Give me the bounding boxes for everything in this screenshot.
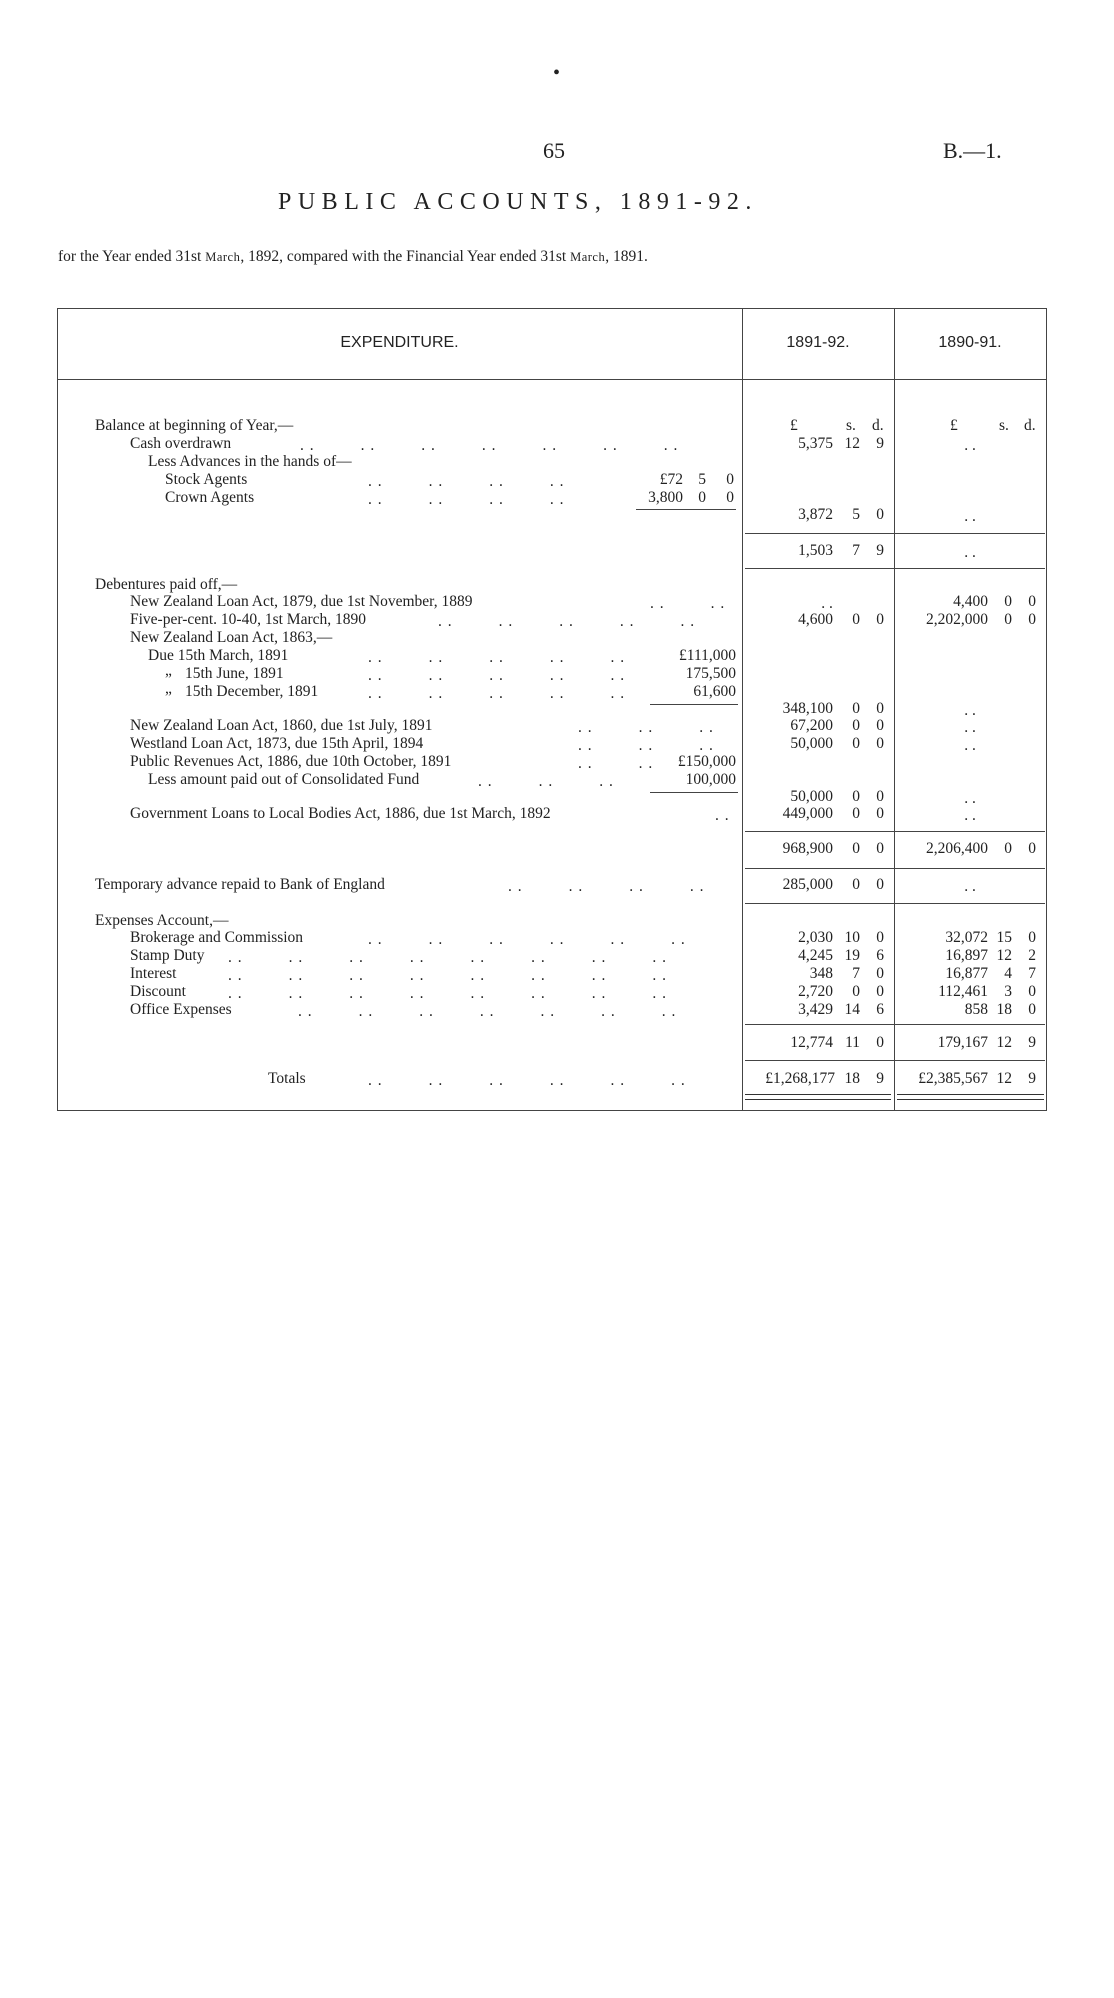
leader-dot: . . <box>610 931 626 948</box>
totals-d: 9 <box>876 1070 884 1087</box>
expense-prev-d: 2 <box>1028 947 1036 964</box>
leader-dot: . . <box>489 473 504 490</box>
balance-rule <box>745 533 1045 534</box>
leader-dot: . . <box>542 437 558 454</box>
public-revenues-label: Public Revenues Act, 1886, due 10th October, 1891 <box>130 753 452 770</box>
expense-prev-d: 7 <box>1028 965 1036 982</box>
nz-1863-total-pounds: 348,100 <box>782 700 833 717</box>
nz-1879-prev-d: 0 <box>1028 593 1036 610</box>
leader-dot: . . <box>300 437 315 454</box>
leader-dot: . . <box>531 967 546 984</box>
due-march-amount: £111,000 <box>679 647 736 664</box>
leader-dots <box>368 667 625 685</box>
leader-dot: . . <box>288 949 304 966</box>
expense-d: 6 <box>876 947 884 964</box>
expenses-total-s: 11 <box>845 1034 860 1051</box>
debentures-total-prev-d: 0 <box>1028 840 1036 857</box>
leader-dot: . . <box>368 649 383 666</box>
totals-s: 18 <box>844 1070 860 1087</box>
balance-net-rule <box>745 568 1045 569</box>
expenses-total-pounds: 12,774 <box>790 1034 833 1051</box>
leader-dot: . . <box>489 931 504 948</box>
crown-agents-pounds: 3,800 <box>648 489 683 506</box>
leader-dot: . . <box>591 967 607 984</box>
expense-s: 0 <box>852 983 860 1000</box>
westland-d: 0 <box>876 735 884 752</box>
expenses-total-prev-pounds: 179,167 <box>937 1034 988 1051</box>
leader-dot: . . <box>409 985 425 1002</box>
temporary-label: Temporary advance repaid to Bank of England <box>95 876 385 893</box>
balance-net-pounds: 1,503 <box>798 542 833 559</box>
leader-dot: . . <box>368 1072 383 1089</box>
leader-dots <box>368 649 625 667</box>
expense-prev-pounds: 16,877 <box>945 965 988 982</box>
leader-dot: . . <box>368 931 383 948</box>
leader-dot: . . <box>489 491 504 508</box>
five-pct-prev-s: 0 <box>1004 611 1012 628</box>
westland-pounds: 50,000 <box>790 735 833 752</box>
leader-dots <box>228 949 667 967</box>
leader-dot: . . <box>638 719 654 736</box>
temporary-s: 0 <box>852 876 860 893</box>
leader-dot: . . <box>578 737 593 754</box>
leader-dots <box>368 473 565 491</box>
leader-dot: . . <box>428 649 444 666</box>
five-pct-pounds: 4,600 <box>798 611 833 628</box>
unit-d-1891: d. <box>872 417 884 434</box>
table-left-rule <box>57 308 58 1110</box>
leader-dots <box>578 719 714 737</box>
leader-dot: . . <box>619 613 635 630</box>
expense-prev-pounds: 112,461 <box>938 983 988 1000</box>
temporary-rule <box>745 903 1045 904</box>
leader-dot: . . <box>671 931 686 948</box>
expenses-total-prev-d: 9 <box>1028 1034 1036 1051</box>
doc-ref: B.—1. <box>943 138 1002 163</box>
leader-dot: . . <box>228 949 243 966</box>
five-pct-prev-pounds: 2,202,000 <box>926 611 988 628</box>
leader-dot: . . <box>428 931 444 948</box>
leader-dot: . . <box>470 967 486 984</box>
nz-1879-label: New Zealand Loan Act, 1879, due 1st November, 1889 <box>130 593 473 610</box>
cash-overdrawn-d: 9 <box>876 435 884 452</box>
debentures-total-pounds: 968,900 <box>782 840 833 857</box>
advances-total-prev: . . <box>964 508 976 525</box>
subtitle-part-a: for the Year ended 31st <box>58 248 206 265</box>
advances-total-s: 5 <box>852 506 860 523</box>
expenses-total-d: 0 <box>876 1034 884 1051</box>
expense-prev-d: 0 <box>1028 929 1036 946</box>
unit-pound-1891: £ <box>790 417 798 434</box>
leader-dot: . . <box>531 949 546 966</box>
nz-1863-total-prev: . . <box>964 702 976 719</box>
expense-prev-s: 18 <box>996 1001 1012 1018</box>
leader-dots <box>368 931 686 949</box>
unit-pound-1890: £ <box>950 417 958 434</box>
crown-agents-s: 0 <box>698 489 706 506</box>
leader-dot: . . <box>578 719 593 736</box>
nz-1863-total-s: 0 <box>852 700 860 717</box>
expense-prev-d: 0 <box>1028 1001 1036 1018</box>
leader-dot: . . <box>470 985 486 1002</box>
totals-double-rule-1891 <box>745 1094 891 1100</box>
leader-dot: . . <box>671 1072 686 1089</box>
leader-dot: . . <box>288 967 304 984</box>
leader-dot: . . <box>699 719 714 736</box>
temporary-pounds: 285,000 <box>782 876 833 893</box>
leader-dot: . . <box>489 667 504 684</box>
leader-dot: . . <box>601 1003 616 1020</box>
ditto-mark: „ <box>165 680 172 697</box>
expense-s: 10 <box>844 929 860 946</box>
subtotal-rule <box>650 704 738 705</box>
leader-dot: . . <box>428 685 444 702</box>
leader-dot: . . <box>288 985 304 1002</box>
balance-net-s: 7 <box>852 542 860 559</box>
leader-dot: . . <box>368 473 383 490</box>
stock-agents-s: 5 <box>698 471 706 488</box>
expense-label: Office Expenses <box>130 1001 232 1018</box>
totals-prev-pounds: £2,385,567 <box>918 1070 988 1087</box>
nz-1879-prev-pounds: 4,400 <box>953 593 988 610</box>
leader-dots <box>368 491 565 509</box>
less-consolidated-label: Less amount paid out of Consolidated Fund <box>148 771 420 788</box>
leader-dots <box>298 1003 676 1021</box>
leader-dot: . . <box>610 1072 626 1089</box>
leader-dot: . . <box>568 878 584 895</box>
leader-dot: . . <box>538 773 554 790</box>
totals-label: Totals <box>268 1070 306 1087</box>
crown-agents-label: Crown Agents <box>165 489 255 506</box>
totals-pounds: £1,268,177 <box>765 1070 835 1087</box>
expense-s: 19 <box>844 947 860 964</box>
leader-dot: . . <box>428 473 444 490</box>
cash-overdrawn-s: 12 <box>844 435 860 452</box>
leader-dots <box>228 985 667 1003</box>
expense-pounds: 2,720 <box>798 983 833 1000</box>
leader-dot: . . <box>419 1003 434 1020</box>
debentures-total-s: 0 <box>852 840 860 857</box>
expense-label: Discount <box>130 983 186 1000</box>
pr-net-prev: . . <box>964 790 976 807</box>
col-divider-2 <box>894 308 895 1110</box>
nz-1860-label: New Zealand Loan Act, 1860, due 1st July, 1891 <box>130 717 433 734</box>
leader-dots <box>438 613 695 631</box>
westland-s: 0 <box>852 735 860 752</box>
page-title: PUBLIC ACCOUNTS, 1891-92. <box>278 189 758 215</box>
leader-dots <box>478 773 614 791</box>
leader-dots <box>578 755 653 773</box>
totals-prev-d: 9 <box>1028 1070 1036 1087</box>
col-divider-1 <box>742 308 743 1110</box>
leader-dot: . . <box>652 967 667 984</box>
leader-dot: . . <box>481 437 497 454</box>
nz-1860-d: 0 <box>876 717 884 734</box>
temporary-prev: . . <box>964 878 976 895</box>
advances-total-d: 0 <box>876 506 884 523</box>
leader-dot: . . <box>699 737 714 754</box>
table-bottom-rule <box>57 1110 1047 1111</box>
westland-label: Westland Loan Act, 1873, due 15th April, 1894 <box>130 735 424 752</box>
nz-1879-prev-s: 0 <box>1004 593 1012 610</box>
leader-dot: . . <box>470 949 486 966</box>
leader-dot: . . <box>591 949 607 966</box>
expense-pounds: 348 <box>809 965 833 982</box>
page-number: 65 <box>543 138 565 163</box>
expense-d: 0 <box>876 929 884 946</box>
leader-dot: . . <box>549 491 565 508</box>
page-subtitle <box>58 248 648 266</box>
unit-d-1890: d. <box>1024 417 1036 434</box>
crown-agents-d: 0 <box>726 489 734 506</box>
leader-dot: . . <box>489 685 504 702</box>
expense-pounds: 4,245 <box>798 947 833 964</box>
debentures-total-d: 0 <box>876 840 884 857</box>
leader-dot: . . <box>629 878 644 895</box>
unit-s-1890: s. <box>999 417 1009 434</box>
leader-dot: . . <box>298 1003 313 1020</box>
stock-agents-label: Stock Agents <box>165 471 248 488</box>
expenses-total-prev-s: 12 <box>996 1034 1012 1051</box>
expense-label: Interest <box>130 965 177 982</box>
due-june-label: 15th June, 1891 <box>185 665 284 682</box>
expense-prev-pounds: 858 <box>964 1001 988 1018</box>
temporary-d: 0 <box>876 876 884 893</box>
leader-dot: . . <box>540 1003 556 1020</box>
expense-d: 0 <box>876 983 884 1000</box>
debentures-total-rule <box>745 868 1045 869</box>
expense-d: 6 <box>876 1001 884 1018</box>
expense-prev-pounds: 16,897 <box>945 947 988 964</box>
leader-dot: . . <box>358 1003 374 1020</box>
due-march-label: Due 15th March, 1891 <box>148 647 289 664</box>
expense-prev-d: 0 <box>1028 983 1036 1000</box>
debentures-heading: Debentures paid off,— <box>95 576 238 593</box>
less-advances-label: Less Advances in the hands of— <box>148 453 352 470</box>
leader-dot: . . <box>508 878 523 895</box>
col-header-1891: 1891-92. <box>786 334 850 351</box>
expense-pounds: 2,030 <box>798 929 833 946</box>
leader-dot: . . <box>591 985 607 1002</box>
five-pct-prev-d: 0 <box>1028 611 1036 628</box>
nz-1879-cur: . . <box>821 595 833 612</box>
govt-loans-label: Government Loans to Local Bodies Act, 1886, due 1st March, 1892 <box>130 805 551 822</box>
leader-dot: . . <box>428 667 444 684</box>
subtitle-part-c: , 1891. <box>605 248 648 265</box>
month-march-1: March <box>205 250 241 264</box>
nz-1860-pounds: 67,200 <box>790 717 833 734</box>
leader-dots <box>300 437 678 455</box>
expenses-heading: Expenses Account,— <box>95 912 229 929</box>
leader-dots <box>368 1072 686 1090</box>
leader-dot: . . <box>349 949 364 966</box>
leader-dot: . . <box>549 649 565 666</box>
due-june-amount: 175,500 <box>685 665 736 682</box>
stock-agents-d: 0 <box>726 471 734 488</box>
leader-dot: . . <box>638 737 654 754</box>
leader-dot: . . <box>689 878 705 895</box>
stock-agents-pounds: £72 <box>659 471 683 488</box>
leader-dot: . . <box>368 667 383 684</box>
leader-dot: . . <box>715 807 730 824</box>
leader-dot: . . <box>638 755 654 772</box>
leader-dot: . . <box>360 437 376 454</box>
leader-dot: . . <box>610 649 626 666</box>
leader-dot: . . <box>531 985 546 1002</box>
leader-dot: . . <box>479 1003 495 1020</box>
pr-net-d: 0 <box>876 788 884 805</box>
nz-1863-total-d: 0 <box>876 700 884 717</box>
leader-dot: . . <box>349 967 364 984</box>
leader-dot: . . <box>549 473 565 490</box>
due-dec-label: 15th December, 1891 <box>185 683 319 700</box>
expense-prev-s: 3 <box>1004 983 1012 1000</box>
col-header-expenditure: EXPENDITURE. <box>340 334 459 351</box>
balance-net-prev: . . <box>964 544 976 561</box>
leader-dot: . . <box>549 931 565 948</box>
advances-total-pounds: 3,872 <box>798 506 833 523</box>
leader-dot: . . <box>578 755 593 772</box>
month-march-2: March <box>570 250 606 264</box>
leader-dot: . . <box>428 491 444 508</box>
leader-dot: . . <box>549 1072 565 1089</box>
leader-dot: . . <box>603 437 618 454</box>
debentures-rule <box>745 831 1045 832</box>
leader-dot: . . <box>650 595 665 612</box>
expense-prev-s: 15 <box>996 929 1012 946</box>
expense-prev-pounds: 32,072 <box>945 929 988 946</box>
nz-1863-label: New Zealand Loan Act, 1863,— <box>130 629 333 646</box>
five-pct-d: 0 <box>876 611 884 628</box>
leader-dot: . . <box>610 685 626 702</box>
leader-dot: . . <box>652 949 667 966</box>
expense-d: 0 <box>876 965 884 982</box>
leader-dot: . . <box>663 437 679 454</box>
leader-dot: . . <box>409 949 425 966</box>
header-bottom-rule <box>57 379 1047 380</box>
leader-dot: . . <box>498 613 514 630</box>
col-header-1890: 1890-91. <box>938 334 1002 351</box>
govt-loans-prev: . . <box>964 807 976 824</box>
totals-prev-s: 12 <box>996 1070 1012 1087</box>
pr-net-s: 0 <box>852 788 860 805</box>
cash-overdrawn-label: Cash overdrawn <box>130 435 232 452</box>
debentures-total-prev-s: 0 <box>1004 840 1012 857</box>
leader-dot: . . <box>559 613 574 630</box>
leader-dots <box>508 878 705 896</box>
balance-net-d: 9 <box>876 542 884 559</box>
public-revenues-amount: £150,000 <box>677 753 736 770</box>
expense-label: Brokerage and Commission <box>130 929 304 946</box>
table-top-rule <box>57 308 1047 309</box>
leader-dot: . . <box>610 667 626 684</box>
expense-prev-s: 12 <box>996 947 1012 964</box>
debentures-total-prev-pounds: 2,206,400 <box>926 840 988 857</box>
five-pct-label: Five-per-cent. 10-40, 1st March, 1890 <box>130 611 367 628</box>
expense-pounds: 3,429 <box>798 1001 833 1018</box>
leader-dot: . . <box>710 595 726 612</box>
expense-s: 14 <box>844 1001 860 1018</box>
leader-dot: . . <box>489 1072 504 1089</box>
govt-loans-pounds: 449,000 <box>782 805 833 822</box>
expense-label: Stamp Duty <box>130 947 205 964</box>
govt-loans-d: 0 <box>876 805 884 822</box>
leader-dot: . . <box>489 649 504 666</box>
subtitle-part-b: , 1892, compared with the Financial Year ended 31st <box>240 248 571 265</box>
leader-dot: . . <box>368 685 383 702</box>
leader-dot: . . <box>478 773 493 790</box>
subtotal-rule <box>650 792 738 793</box>
five-pct-s: 0 <box>852 611 860 628</box>
leader-dot: . . <box>652 985 667 1002</box>
leader-dot: . . <box>228 967 243 984</box>
due-dec-amount: 61,600 <box>693 683 736 700</box>
leader-dot: . . <box>368 491 383 508</box>
unit-s-1891: s. <box>846 417 856 434</box>
leader-dot: . . <box>428 1072 444 1089</box>
leader-dot: . . <box>599 773 614 790</box>
leader-dots <box>650 595 725 613</box>
leader-dot: . . <box>228 985 243 1002</box>
pr-net-pounds: 50,000 <box>790 788 833 805</box>
leader-dots <box>228 967 667 985</box>
table-right-rule <box>1046 308 1047 1110</box>
westland-prev: . . <box>964 737 976 754</box>
nz-1860-s: 0 <box>852 717 860 734</box>
expense-s: 7 <box>852 965 860 982</box>
bullet: • <box>553 62 561 84</box>
less-consolidated-amount: 100,000 <box>685 771 736 788</box>
leader-dot: . . <box>409 967 425 984</box>
leader-dots <box>368 685 625 703</box>
leader-dot: . . <box>549 685 565 702</box>
leader-dot: . . <box>680 613 696 630</box>
cash-overdrawn-prev: . . <box>964 437 976 454</box>
leader-dot: . . <box>661 1003 677 1020</box>
subtotal-rule <box>636 509 736 510</box>
leader-dot: . . <box>438 613 453 630</box>
leader-dot: . . <box>349 985 364 1002</box>
balance-heading: Balance at beginning of Year,— <box>95 417 294 434</box>
leader-dot: . . <box>421 437 436 454</box>
nz-1860-prev: . . <box>964 719 976 736</box>
expense-prev-s: 4 <box>1004 965 1012 982</box>
cash-overdrawn-pounds: 5,375 <box>798 435 833 452</box>
totals-double-rule-1890 <box>897 1094 1044 1100</box>
ditto-mark: „ <box>165 662 172 679</box>
expenses-total-rule <box>745 1060 1045 1061</box>
expenses-rule <box>745 1024 1045 1025</box>
govt-loans-s: 0 <box>852 805 860 822</box>
leader-dot: . . <box>549 667 565 684</box>
